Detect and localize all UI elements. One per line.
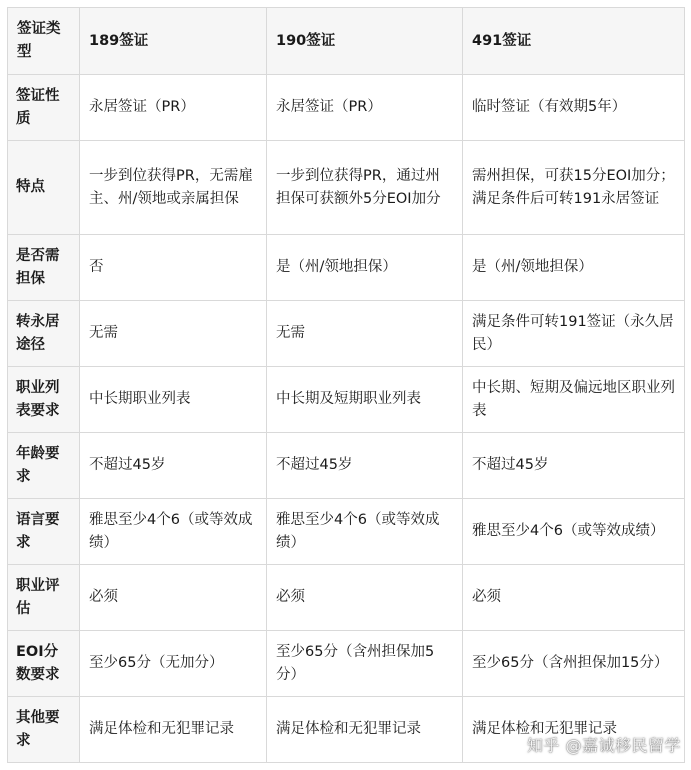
table-cell: 中长期及短期职业列表 <box>267 367 463 433</box>
table-row <box>8 631 685 697</box>
table-cell: 不超过45岁 <box>463 433 685 499</box>
visa-comparison-table <box>7 7 685 763</box>
table-row <box>8 499 685 565</box>
table-cell: 中长期、短期及偏远地区职业列表 <box>463 367 685 433</box>
table-cell: 永居签证（PR） <box>267 75 463 141</box>
table-cell: 雅思至少4个6（或等效成绩） <box>80 499 267 565</box>
table-header-row <box>8 8 685 75</box>
table-cell: 中长期职业列表 <box>80 367 267 433</box>
table-cell: 一步到位获得PR，通过州担保可获额外5分EOI加分 <box>267 141 463 235</box>
table-row <box>8 235 685 301</box>
table-cell: 满足体检和无犯罪记录 <box>267 697 463 763</box>
table-cell: 不超过45岁 <box>80 433 267 499</box>
table-cell: 临时签证（有效期5年） <box>463 75 685 141</box>
table-cell: 至少65分（无加分） <box>80 631 267 697</box>
header-189: 189签证 <box>80 8 267 75</box>
header-491: 491签证 <box>463 8 685 75</box>
table-row <box>8 75 685 141</box>
table-cell: 满足体检和无犯罪记录 <box>80 697 267 763</box>
header-visa-type: 签证类型 <box>8 8 80 75</box>
table-cell: 雅思至少4个6（或等效成绩） <box>267 499 463 565</box>
row-label: 签证性质 <box>8 75 80 141</box>
row-label: 年龄要求 <box>8 433 80 499</box>
table-cell: 雅思至少4个6（或等效成绩） <box>463 499 685 565</box>
table-cell: 必须 <box>463 565 685 631</box>
table-row <box>8 565 685 631</box>
table-cell: 必须 <box>267 565 463 631</box>
table-row <box>8 301 685 367</box>
table-row <box>8 141 685 235</box>
row-label: 职业评估 <box>8 565 80 631</box>
table-cell: 是（州/领地担保） <box>267 235 463 301</box>
table-cell: 必须 <box>80 565 267 631</box>
table-cell: 满足条件可转191签证（永久居民） <box>463 301 685 367</box>
table-cell: 需州担保，可获15分EOI加分；满足条件后可转191永居签证 <box>463 141 685 235</box>
row-label: 职业列表要求 <box>8 367 80 433</box>
table-row <box>8 433 685 499</box>
table-cell: 一步到位获得PR，无需雇主、州/领地或亲属担保 <box>80 141 267 235</box>
row-label: 是否需担保 <box>8 235 80 301</box>
table-row <box>8 367 685 433</box>
table-cell: 至少65分（含州担保加5分） <box>267 631 463 697</box>
row-label: 转永居途径 <box>8 301 80 367</box>
table-cell: 是（州/领地担保） <box>463 235 685 301</box>
row-label: 特点 <box>8 141 80 235</box>
table-cell: 否 <box>80 235 267 301</box>
table-cell: 不超过45岁 <box>267 433 463 499</box>
table-cell: 永居签证（PR） <box>80 75 267 141</box>
table-cell: 满足体检和无犯罪记录 <box>463 697 685 763</box>
watermark: 知乎 @嘉诚移民留学 <box>526 736 681 755</box>
row-label: EOI分数要求 <box>8 631 80 697</box>
table-cell: 无需 <box>267 301 463 367</box>
table-cell: 无需 <box>80 301 267 367</box>
row-label: 其他要求 <box>8 697 80 763</box>
header-190: 190签证 <box>267 8 463 75</box>
table-cell: 至少65分（含州担保加15分） <box>463 631 685 697</box>
row-label: 语言要求 <box>8 499 80 565</box>
